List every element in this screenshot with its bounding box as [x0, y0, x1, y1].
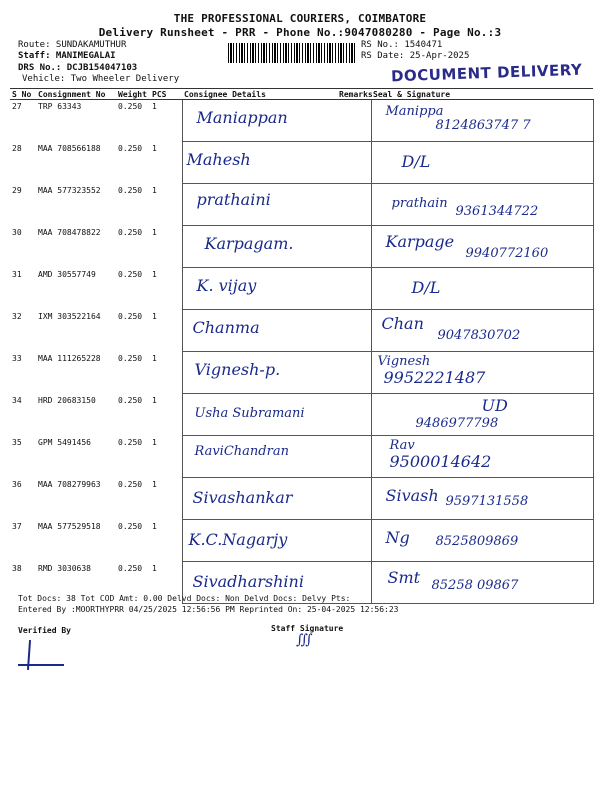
- staff-signature-label: Staff Signature: [271, 624, 344, 633]
- col-remarks: Remarks: [339, 89, 373, 99]
- consignee-name: Mahesh: [186, 150, 251, 169]
- row-sno: 31: [12, 269, 22, 279]
- entered-by-line: Entered By :MOORTHYPRR 04/25/2025 12:56:56 PM Reprinted On: 25-04-2025 12:56:23: [18, 605, 399, 614]
- table-row: [10, 310, 593, 352]
- consignee-name: Usha Subramani: [194, 406, 305, 421]
- col-weight: Weight: [116, 89, 150, 100]
- totals-line: Tot Docs: 38 Tot COD Amt: 0.00 Delvd Docs: Non Delvd Docs: Delvy Pts:: [18, 594, 351, 603]
- consignee-name: Sivashankar: [192, 488, 293, 507]
- table-row: [10, 520, 593, 562]
- signature-text: Smt: [387, 568, 421, 587]
- signature-cell: [371, 352, 593, 394]
- remarks-cell: [337, 352, 371, 394]
- row-consignment: RMD 3030638: [38, 563, 91, 573]
- row-pcs: 1: [152, 185, 157, 195]
- table-row: [10, 226, 593, 268]
- consignee-cell: [182, 520, 337, 562]
- table-row: [10, 100, 593, 142]
- signature-phone: 8525809869: [435, 534, 519, 549]
- table-row: [10, 184, 593, 226]
- signature-text: prathain: [391, 196, 448, 211]
- signature-text: Ng: [385, 528, 410, 547]
- consignee-name: Karpagam.: [204, 234, 294, 253]
- table-row: [10, 352, 593, 394]
- remarks-cell: [337, 520, 371, 562]
- consignee-cell: [182, 226, 337, 268]
- signature-text: Sivash: [385, 486, 439, 505]
- row-consignment: MAA 708478822: [38, 227, 101, 237]
- col-seal-signature: Seal & Signature: [371, 89, 593, 100]
- consignee-cell: [182, 352, 337, 394]
- consignee-name: Sivadharshini: [192, 572, 304, 591]
- consignee-cell: [182, 394, 337, 436]
- row-sno: 35: [12, 437, 22, 447]
- signature-phone: 9500014642: [389, 452, 492, 471]
- row-consignment: GPM 5491456: [38, 437, 91, 447]
- consignee-cell: [182, 478, 337, 520]
- row-pcs: 1: [152, 437, 157, 447]
- vehicle-label: Vehicle: Two Wheeler Delivery: [22, 74, 180, 84]
- row-pcs: 1: [152, 563, 157, 573]
- consignee-cell: [182, 142, 337, 184]
- signature-cell: [371, 142, 593, 184]
- row-weight: 0.250: [118, 185, 143, 195]
- table-row: [10, 142, 593, 184]
- row-consignment: AMD 30557749: [38, 269, 96, 279]
- row-sno: 28: [12, 143, 22, 153]
- row-weight: 0.250: [118, 479, 143, 489]
- remarks-cell: [337, 478, 371, 520]
- row-weight: 0.250: [118, 395, 143, 405]
- signature-cell: [371, 394, 593, 436]
- drs-number: DRS No.: DCJB154047103: [18, 63, 138, 73]
- consignee-name: K.C.Nagarjy: [188, 530, 288, 549]
- signature-text: Rav: [389, 438, 415, 453]
- rs-number: RS No.: 1540471: [361, 40, 443, 50]
- signature-cell: [371, 562, 593, 604]
- remarks-cell: [337, 268, 371, 310]
- consignee-cell: [182, 184, 337, 226]
- signature-cell: [371, 226, 593, 268]
- table-row: [10, 394, 593, 436]
- document-delivery-stamp: DOCUMENT DELIVERY: [390, 60, 583, 86]
- signature-phone: 9486977798: [415, 416, 499, 431]
- row-weight: 0.250: [118, 311, 143, 321]
- row-pcs: 1: [152, 227, 157, 237]
- route-label: Route: SUNDAKAMUTHUR: [18, 40, 127, 50]
- row-consignment: IXM 303522164: [38, 311, 101, 321]
- signature-text: Manippa: [385, 104, 444, 119]
- signature-text: Vignesh: [377, 354, 431, 369]
- table-row: [10, 478, 593, 520]
- verified-by-label: Verified By: [18, 626, 71, 635]
- row-sno: 32: [12, 311, 22, 321]
- row-weight: 0.250: [118, 102, 143, 111]
- signature-cell: [371, 100, 593, 142]
- signature-phone: 9952221487: [383, 368, 486, 387]
- rs-date: RS Date: 25-Apr-2025: [361, 51, 470, 61]
- signature-phone: 9047830702: [437, 328, 521, 343]
- remarks-cell: [337, 184, 371, 226]
- consignee-name: Vignesh-p.: [194, 360, 281, 379]
- row-sno: 27: [12, 102, 22, 111]
- row-sno: 36: [12, 479, 22, 489]
- row-consignment: MAA 708279963: [38, 479, 101, 489]
- remarks-cell: [337, 100, 371, 142]
- signature-cell: [371, 268, 593, 310]
- signature-phone: 85258 09867: [431, 578, 519, 593]
- signature-cell: [371, 184, 593, 226]
- signature-cell: [371, 520, 593, 562]
- row-sno: 38: [12, 563, 22, 573]
- consignee-cell: [182, 100, 337, 142]
- signature-phone: 9940772160: [465, 246, 549, 261]
- table-row: [10, 436, 593, 478]
- row-weight: 0.250: [118, 227, 143, 237]
- row-weight: 0.250: [118, 563, 143, 573]
- col-consignee: Consignee Details: [182, 89, 337, 100]
- consignee-name: RaviChandran: [194, 444, 289, 459]
- row-pcs: 1: [152, 353, 157, 363]
- remarks-cell: [337, 394, 371, 436]
- signature-text: D/L: [401, 152, 431, 171]
- consignee-name: prathaini: [196, 190, 271, 209]
- table-header-row: [10, 89, 593, 100]
- row-weight: 0.250: [118, 143, 143, 153]
- row-weight: 0.250: [118, 521, 143, 531]
- row-consignment: HRD 20683150: [38, 395, 96, 405]
- table-row: [10, 268, 593, 310]
- col-sno: S No: [10, 89, 36, 100]
- row-weight: 0.250: [118, 353, 143, 363]
- row-consignment: TRP 63343: [38, 102, 82, 111]
- row-consignment: MAA 111265228: [38, 353, 101, 363]
- signature-cell: [371, 310, 593, 352]
- row-pcs: 1: [152, 521, 157, 531]
- staff-signature-mark: ∭: [296, 632, 313, 648]
- row-sno: 33: [12, 353, 22, 363]
- barcode: [228, 43, 356, 63]
- remarks-cell: [337, 310, 371, 352]
- company-title: THE PROFESSIONAL COURIERS, COIMBATORE: [173, 12, 427, 25]
- row-pcs: 1: [152, 395, 157, 405]
- row-pcs: 1: [152, 479, 157, 489]
- row-pcs: 1: [152, 102, 157, 111]
- row-weight: 0.250: [118, 437, 143, 447]
- consignee-cell: [182, 310, 337, 352]
- runsheet-table: [10, 88, 594, 604]
- remarks-cell: [337, 142, 371, 184]
- signature-cell: [371, 436, 593, 478]
- consignee-cell: [182, 268, 337, 310]
- row-sno: 29: [12, 185, 22, 195]
- col-consignment: Consignment No: [36, 89, 116, 100]
- remarks-cell: [337, 436, 371, 478]
- col-pcs: PCS: [150, 89, 182, 100]
- row-pcs: 1: [152, 311, 157, 321]
- consignee-name: Chanma: [192, 318, 260, 337]
- row-consignment: MAA 708566188: [38, 143, 101, 153]
- signature-text: D/L: [411, 278, 441, 297]
- row-sno: 34: [12, 395, 22, 405]
- signature-cell: [371, 478, 593, 520]
- row-sno: 37: [12, 521, 22, 531]
- remarks-cell: [337, 226, 371, 268]
- row-consignment: MAA 577529518: [38, 521, 101, 531]
- signature-phone: 9597131558: [445, 494, 529, 509]
- signature-text: Chan: [381, 314, 424, 333]
- staff-label: Staff: MANIMEGALAI: [18, 51, 116, 61]
- consignee-name: Maniappan: [196, 108, 288, 127]
- signature-phone: 9361344722: [455, 204, 539, 219]
- signature-phone: 8124863747 7: [435, 118, 531, 133]
- row-pcs: 1: [152, 143, 157, 153]
- row-consignment: MAA 577323552: [38, 185, 101, 195]
- row-sno: 30: [12, 227, 22, 237]
- row-weight: 0.250: [118, 269, 143, 279]
- runsheet-subtitle: Delivery Runsheet - PRR - Phone No.:9047080280 - Page No.:3: [98, 26, 502, 39]
- row-pcs: 1: [152, 269, 157, 279]
- consignee-name: K. vijay: [196, 276, 257, 295]
- verified-signature-underline: [18, 664, 64, 666]
- signature-text: Karpage: [385, 232, 455, 251]
- consignee-cell: [182, 436, 337, 478]
- signature-text: UD: [481, 396, 508, 415]
